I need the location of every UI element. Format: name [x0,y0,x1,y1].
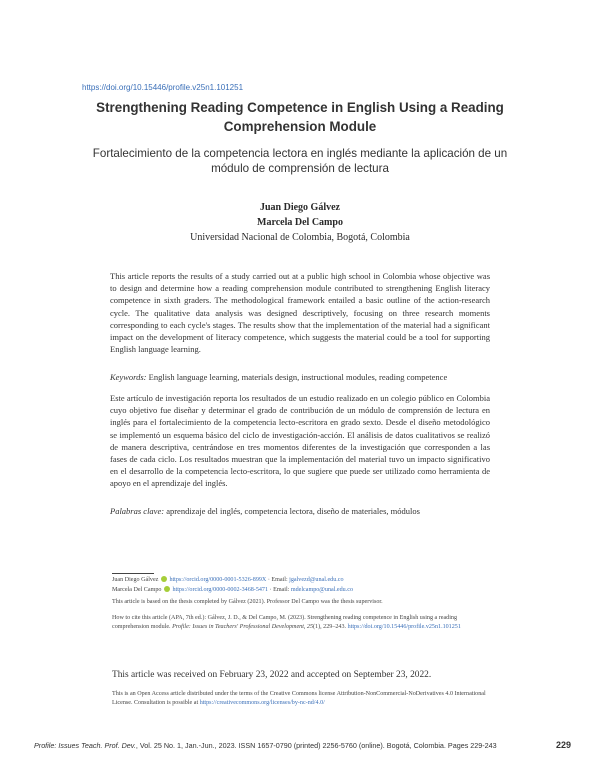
citation-journal: Profile: Issues in Teachers' Professional Development, 25 [172,624,314,631]
citation-intro: How to cite this article (APA, 7th ed.): Gálvez, J. D., & Del Campo, M. (2023). Strengthening reading competence in English using a reading comprehension module. [112,615,458,631]
keywords-label: Keywords: [110,372,147,382]
citation-doi-link[interactable]: https://doi.org/10.15446/profile.v25n1.101251 [347,624,461,631]
author-name-1: Juan Diego Gálvez [260,202,340,213]
author-name-2: Marcela Del Campo [257,217,343,228]
footer-details: , Vol. 25 No. 1, Jan.-Jun., 2023. ISSN 1657-0790 (printed) 2256-5760 (online). Bogotá, Colombia. Pages 229-243 [135,741,497,750]
footnote-author-1-orcid-link[interactable]: https://orcid.org/0000-0001-5326-899X [169,577,267,583]
license-text: This is an Open Access article distributed under the terms of the Creative Commons license Attribution-NonCommercial-NoDerivatives 4.0 International License. Consultation is possible at [112,691,486,707]
orcid-icon [164,586,170,592]
keywords-spanish [110,505,490,517]
article-subtitle: Fortalecimiento de la competencia lectora en inglés mediante la aplicación de un módulo de comprensión de lectura [92,147,508,175]
footnote-author-1-email-link[interactable]: jgalvezd@unal.edu.co [289,577,344,583]
orcid-icon [161,576,167,582]
page-number: 229 [556,740,572,750]
keywords-english [110,371,490,383]
footer-journal-name: Profile: Issues Teach. Prof. Dev. [34,741,136,750]
footnote-author-1-name: Juan Diego Gálvez [112,577,159,583]
abstract-english: This article reports the results of a study carried out at a public high school in Colombia whose objective was to design and determine how a reading comprehension module contributed to strengthening English literacy competence in sixth graders. The methodological framework entailed a basic outline of the action-research cycle. The qualitative data analysis was designed descriptively, focusing on three research moments corresponding to each cycle's stages. The results show that the implementation of the material had a significant impact on the development of literacy competence, which suggests the material could be a tool for supporting English language learning. [110,271,490,355]
doi-link[interactable]: https://doi.org/10.15446/profile.v25n1.101251 [82,83,244,92]
license-note [112,690,492,708]
footnote-thesis: This article is based on the thesis completed by Gálvez (2021). Professor Del Campo was the thesis supervisor. [112,599,383,605]
footnote-citation [112,614,492,632]
email-label: · Email: [268,587,291,593]
received-accepted-note: This article was received on February 23, 2022 and accepted on September 23, 2022. [112,670,432,680]
article-title: Strengthening Reading Competence in English Using a Reading Comprehension Module [96,100,504,134]
journal-footer [34,741,497,750]
footnote-author-2-name: Marcela Del Campo [112,587,162,593]
footnote-author-2 [112,586,492,595]
palabras-clave-text: aprendizaje del inglés, competencia lectora, diseño de materiales, módulos [166,506,420,516]
palabras-clave-label: Palabras clave: [110,506,165,516]
footnote-divider [112,573,154,574]
footnote-author-2-email-link[interactable]: mdelcampo@unal.edu.co [290,587,354,593]
email-label: · Email: [266,577,290,583]
author-affiliation: Universidad Nacional de Colombia, Bogotá, Colombia [190,232,410,243]
license-link[interactable]: https://creativecommons.org/licenses/by-nc-nd/4.0/ [199,700,325,707]
keywords-text: English language learning, materials design, instructional modules, reading competence [148,372,448,382]
abstract-spanish: Este artículo de investigación reporta los resultados de un estudio realizado en un colegio público en Colombia cuyo objetivo fue diseñar y determinar el grado de contribución de un módulo de comprensión de lectura en inglés para el fortalecimiento de la competencia lecto-escritora en grado sexto. Desde el diseño metodológico se implementó un esquema básico del ciclo de investigación-acción. El análisis de datos cualitativos se realizó de manera descriptiva, centrándose en tres momentos diferentes de la investigación que corresponden a las fases de cada ciclo. Los resultados muestran que la implementación del material tuvo un impacto significativo en el desarrollo de la competencia lecto-escritora, lo que sugiere que puede ser utilizado como herramienta de apoyo en el aprendizaje del inglés. [110,393,490,489]
citation-pages: (1), 229–243. [313,624,347,631]
footnote-author-2-orcid-link[interactable]: https://orcid.org/0000-0002-3468-5471 [172,587,269,593]
author-block [80,200,520,245]
footnote-author-1 [112,576,492,585]
